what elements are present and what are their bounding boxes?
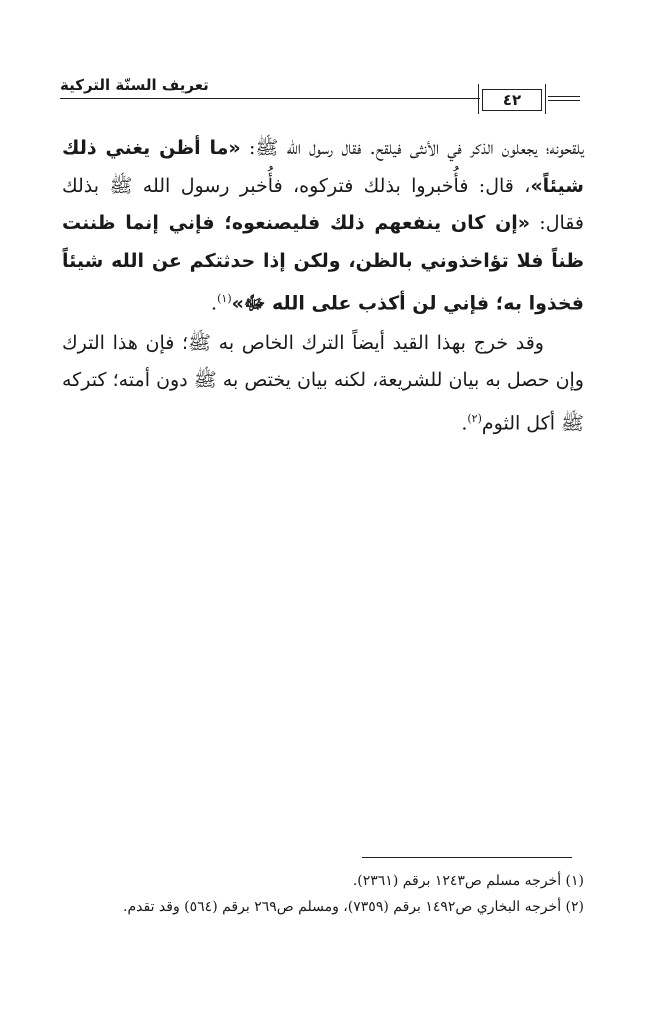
- footnote-separator: [362, 857, 572, 858]
- page-number: ٤٢: [482, 89, 542, 111]
- header-rule-right-bottom: [548, 100, 580, 101]
- header-rule-right-top: [548, 96, 580, 97]
- paragraph-2: [62, 325, 584, 443]
- main-text: [62, 130, 584, 443]
- footnote: (٢) أخرجه البخاري ص١٤٩٢ برقم (٧٣٥٩)، ومسلم ص٢٦٩ برقم (٥٦٤) وقد تقدم.: [123, 899, 584, 915]
- header-rule: [60, 98, 480, 99]
- text-segment: وقد خرج بهذا القيد أيضاً الترك الخاص به ﷺ؛ فإن هذا الترك وإن حصل به بيان للشريعة، لكنه بيان يختص به ﷺ دون أمته؛ كتركه ﷺ أكل الثوم: [62, 331, 584, 435]
- text-segment: .: [461, 412, 468, 435]
- text-segment: ، قال: فأُخبروا بذلك فتركوه، فأُخبر رسول الله ﷺ بذلك فقال:: [62, 174, 584, 234]
- footnote: (١) أخرجه مسلم ص١٢٤٣ برقم (٢٣٦١).: [352, 873, 584, 889]
- header-title: تعريف السنّة التركية: [60, 76, 209, 94]
- text-segment: يلقحونه؛ يجعلون الذكر في الأنثى فيلقح. فقال رسول الله ﷺ:: [240, 137, 584, 159]
- footnote-ref: (١): [217, 292, 232, 305]
- footnote-ref: (٢): [467, 411, 482, 425]
- footnotes: [62, 868, 584, 920]
- hadith-quote: «ما أظن يغني ذلك شيئاً»: [62, 137, 584, 197]
- paragraph-1: [62, 130, 584, 323]
- hadith-quote: «إن كان ينفعهم ذلك فليصنعوه؛ فإني إنما ظننت ظناً فلا تؤاخذوني بالظن، ولكن إذا حدثتكم عن الله شيئاً فخذوا به؛ فإني لن أكذب على الله ﷻ»: [62, 212, 584, 315]
- running-header: [60, 74, 580, 114]
- text-segment: .: [211, 292, 218, 315]
